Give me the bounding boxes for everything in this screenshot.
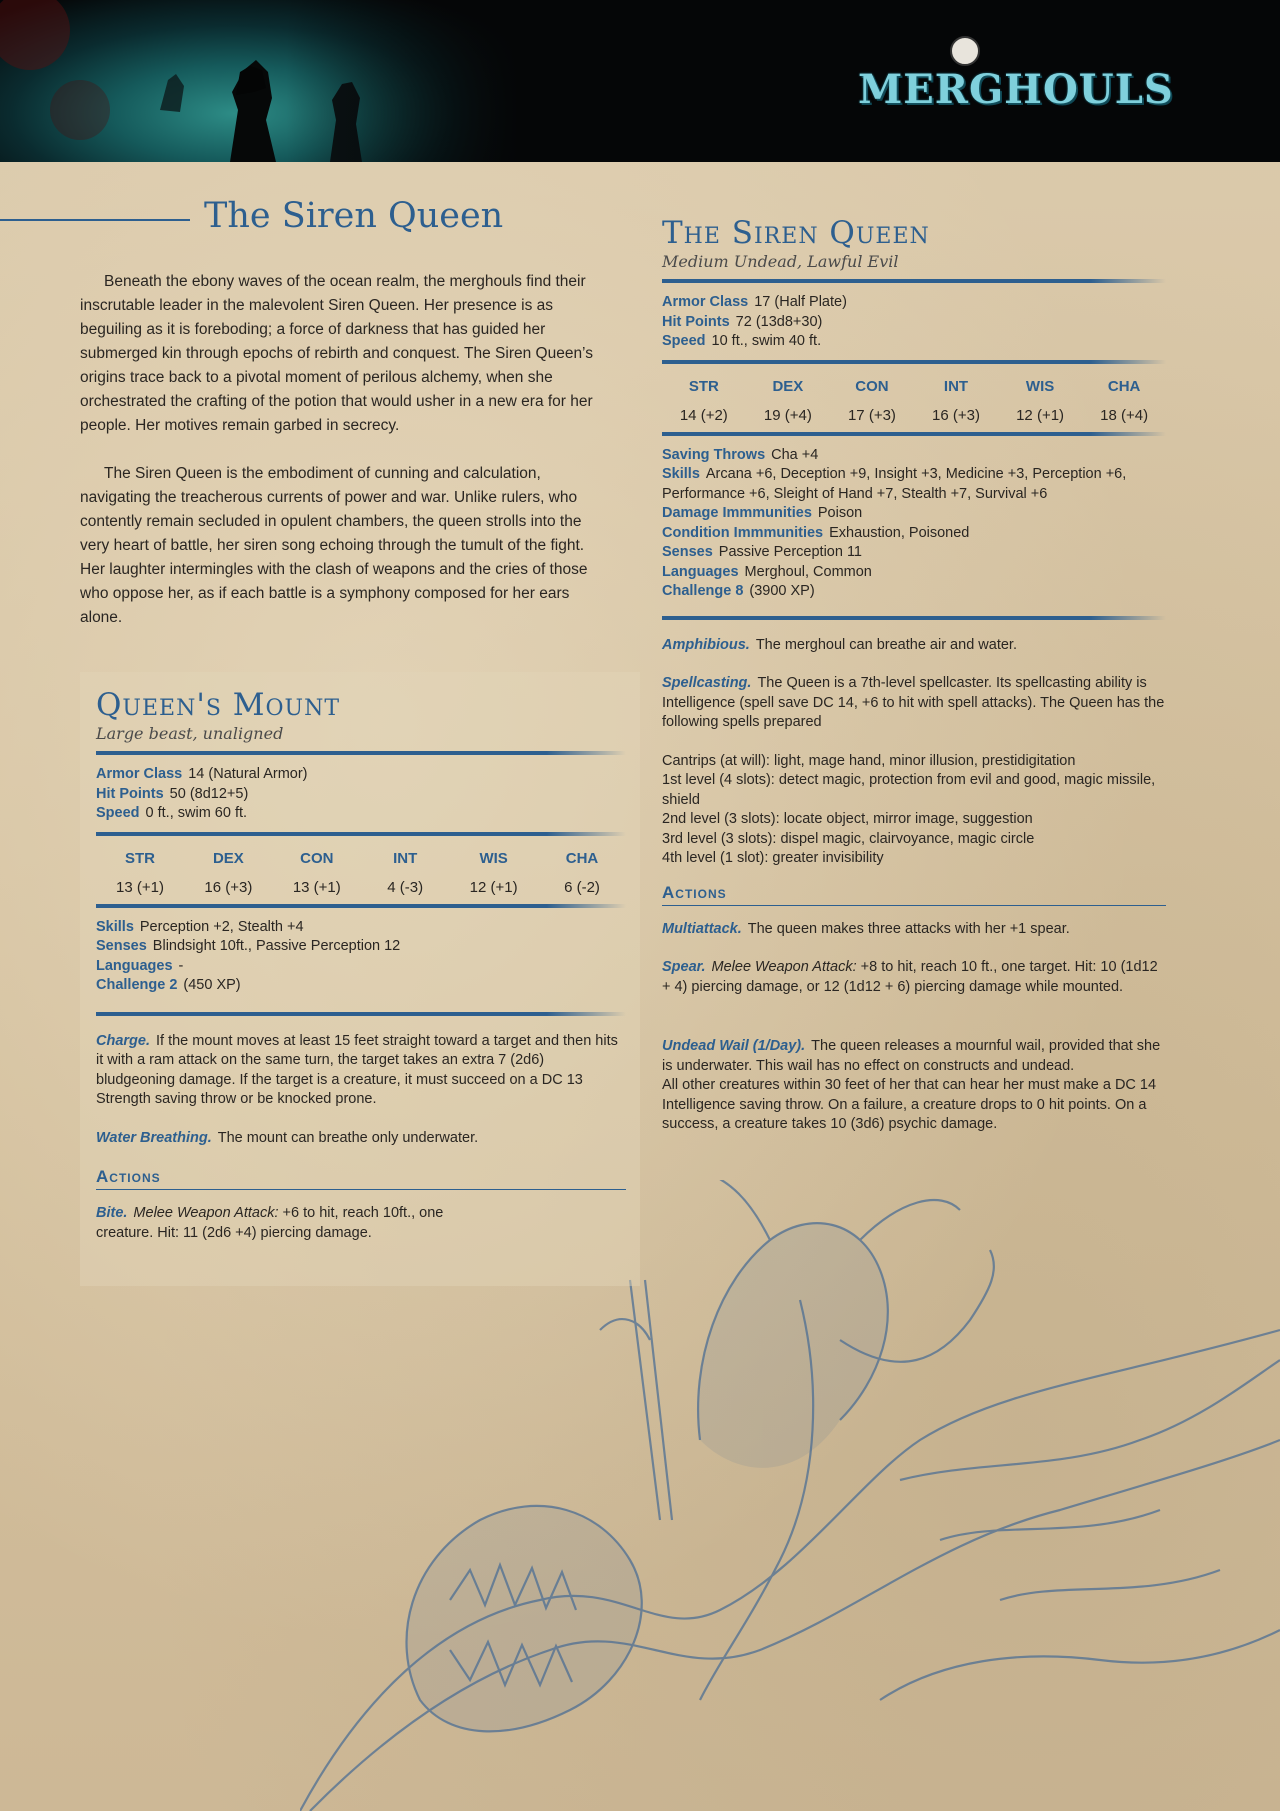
queen-skills: Skills Arcana +6, Deception +9, Insight +3, Medicine +3, Perception +6, Performance +6, Sleight of Hand +7, Stealth +7, Survival +6 bbox=[662, 466, 1127, 502]
mount-action-bite: Bite. Melee Weapon Attack: +6 to hit, reach 10ft., one creature. Hit: 11 (2d6 +4) piercing damage. bbox=[96, 1205, 444, 1241]
mount-hit-points: Hit Points 50 (8d12+5) bbox=[96, 785, 249, 802]
mount-armor-class: Armor Class 14 (Natural Armor) bbox=[96, 766, 308, 782]
queen-action-spear: Spear. Melee Weapon Attack: +8 to hit, reach 10 ft., one target. Hit: 10 (1d12 + 4) piercing damage, or 12 (1d12 + 6) piercing damage while mounted. bbox=[662, 959, 1158, 995]
divider bbox=[96, 1012, 626, 1016]
header-banner bbox=[0, 0, 1280, 162]
spell-line: Cantrips (at will): light, mage hand, minor illusion, prestidigitation bbox=[662, 752, 1076, 769]
mount-challenge: Challenge 2 (450 XP) bbox=[96, 977, 241, 993]
spell-line: 4th level (1 slot): greater invisibility bbox=[662, 850, 884, 866]
mount-languages: Languages - bbox=[96, 957, 184, 974]
queen-trait-spellcasting: Spellcasting. The Queen is a 7th-level spellcaster. Its spellcasting ability is Intelligence (spell save DC 14, +6 to hit with spell attacks). The Queen has the following spells prepared bbox=[662, 675, 1165, 730]
queen-statblock bbox=[662, 216, 1166, 1135]
ability-score: CON 17 (+3) bbox=[847, 377, 896, 424]
ability-score: STR 13 (+1) bbox=[116, 849, 164, 896]
ability-score: WIS 12 (+1) bbox=[469, 849, 518, 896]
queen-action-undead-wail: Undead Wail (1/Day). The queen releases a mournful wail, provided that she is underwater. This wail has no effect on constructs and undead. All other creatures within 30 feet of her that can hear her must make a DC 14 Intelligence saving throw. On a failure, a creature drops to 0 hit points. On a success, a creature takes 10 (3d6) psychic damage. bbox=[662, 1038, 1161, 1132]
mount-actions-heading: Actions bbox=[96, 1167, 626, 1190]
banner-sea-art bbox=[0, 0, 520, 162]
spell-line: 1st level (4 slots): detect magic, protection from evil and good, magic missile, shield bbox=[662, 772, 1156, 808]
queen-action-multiattack: Multiattack. The queen makes three attacks with her +1 spear. bbox=[662, 920, 1070, 937]
ability-score: DEX 16 (+3) bbox=[204, 849, 253, 896]
silhouettes-illustration bbox=[0, 0, 520, 162]
mount-type: Large beast, unaligned bbox=[96, 724, 284, 743]
divider bbox=[662, 360, 1166, 364]
spell-line: 2nd level (3 slots): locate object, mirror image, suggestion bbox=[662, 811, 1033, 827]
mount-name: Queen's Mount bbox=[96, 687, 341, 723]
ability-score: DEX 19 (+4) bbox=[763, 377, 812, 424]
divider bbox=[96, 904, 626, 908]
queen-challenge: Challenge 8 (3900 XP) bbox=[662, 583, 815, 599]
queen-damage-immunities: Damage Immmunities Poison bbox=[662, 505, 863, 521]
merghouls-logo: MERGHOULS bbox=[858, 66, 1174, 113]
queen-armor-class: Armor Class 17 (Half Plate) bbox=[662, 294, 847, 310]
intro-paragraph: Beneath the ebony waves of the ocean realm, the merghouls find their inscrutable leader in the malevolent Siren Queen. Her presence is as beguiling as it is foreboding; a force of darkness that has guided her submerged kin through epochs of rebirth and conquest. The Siren Queen’s origins trace back to a pivotal moment of perilous alchemy, when she orchestrated the crafting of the potion that would usher in a new era for her people. Her motives remain garbed in secrecy. bbox=[80, 273, 593, 434]
divider bbox=[96, 751, 626, 755]
queen-hit-points: Hit Points 72 (13d8+30) bbox=[662, 313, 823, 330]
mount-statblock bbox=[96, 688, 626, 1262]
queen-type: Medium Undead, Lawful Evil bbox=[662, 252, 899, 271]
mount-speed: Speed 0 ft., swim 60 ft. bbox=[96, 805, 248, 821]
ability-score: INT 16 (+3) bbox=[932, 377, 980, 424]
divider bbox=[662, 279, 1166, 283]
divider bbox=[96, 832, 626, 836]
ability-score: CHA 6 (-2) bbox=[564, 849, 600, 896]
divider bbox=[662, 616, 1166, 620]
mount-senses: Senses Blindsight 10ft., Passive Perception 12 bbox=[96, 938, 401, 954]
queen-actions-heading: Actions bbox=[662, 883, 1166, 906]
divider bbox=[662, 432, 1166, 436]
queen-saving-throws: Saving Throws Cha +4 bbox=[662, 446, 819, 463]
ability-score: CHA 18 (+4) bbox=[1100, 377, 1149, 424]
queen-languages: Languages Merghoul, Common bbox=[662, 563, 872, 580]
queen-name: The Siren Queen bbox=[662, 215, 930, 251]
ability-score: WIS 12 (+1) bbox=[1016, 377, 1065, 424]
intro-paragraph: The Siren Queen is the embodiment of cunning and calculation, navigating the treacherous currents of power and war. Unlike rulers, who contently remain secluded in opulent chambers, the queen strolls into the very heart of battle, her siren song echoing through the tumult of the fight. Her laughter intermingles with the clash of weapons and the cries of those who oppose her, as if each battle is a symphony composed for her ears alone. bbox=[80, 465, 588, 626]
ability-score: STR 14 (+2) bbox=[679, 377, 728, 424]
mount-trait-charge: Charge. If the mount moves at least 15 feet straight toward a target and then hits it with a ram attack on the same turn, the target takes an extra 7 (2d6) bludgeoning damage. If the target is a creature, it must succeed on a DC 13 Strength saving throw or be knocked prone. bbox=[96, 1032, 618, 1107]
title-rule bbox=[0, 219, 190, 221]
queen-trait-amphibious: Amphibious. The merghoul can breathe air and water. bbox=[662, 636, 1017, 653]
queen-speed: Speed 10 ft., swim 40 ft. bbox=[662, 333, 822, 349]
publisher-badge-icon bbox=[950, 36, 980, 66]
queen-condition-immunities: Condition Immmunities Exhaustion, Poisoned bbox=[662, 524, 970, 541]
ability-score: INT 4 (-3) bbox=[387, 849, 424, 896]
spell-line: 3rd level (3 slots): dispel magic, clairvoyance, magic circle bbox=[662, 830, 1035, 847]
queen-spell-list bbox=[662, 752, 1166, 869]
mount-trait-water-breathing: Water Breathing. The mount can breathe only underwater. bbox=[96, 1129, 479, 1146]
mount-skills: Skills Perception +2, Stealth +4 bbox=[96, 918, 304, 935]
mount-ability-scores bbox=[96, 850, 626, 896]
page-title: The Siren Queen bbox=[204, 196, 504, 236]
intro-text bbox=[80, 270, 612, 654]
queen-ability-scores bbox=[662, 378, 1166, 424]
queen-senses: Senses Passive Perception 11 bbox=[662, 544, 862, 560]
ability-score: CON 13 (+1) bbox=[292, 849, 341, 896]
